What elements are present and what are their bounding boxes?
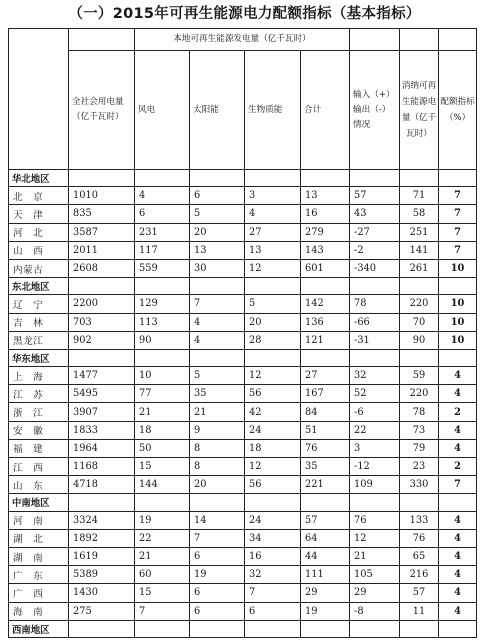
region-row [9, 349, 477, 366]
region-empty-cell [400, 170, 439, 187]
region-empty-cell [301, 278, 350, 295]
cell-wind: 129 [135, 295, 190, 313]
cell-sum: 143 [301, 241, 350, 259]
cell-wind: 231 [135, 223, 190, 241]
cell-wind: 21 [135, 403, 190, 421]
cell-io: -8 [350, 602, 400, 620]
region-empty-cell [301, 620, 350, 637]
cell-wind: 21 [135, 547, 190, 565]
header-total-use: 全社会用电量（亿千瓦时） [69, 51, 135, 170]
header-quota: 配额指标（%） [439, 51, 477, 170]
cell-bio: 24 [245, 421, 301, 439]
table-row [9, 511, 477, 529]
cell-sum: 44 [301, 547, 350, 565]
cell-cons: 141 [400, 241, 439, 259]
table-row [9, 476, 477, 494]
cell-sum: 111 [301, 566, 350, 584]
cell-quota: 10 [439, 313, 477, 331]
cell-solar: 4 [190, 313, 245, 331]
cell-sum: 76 [301, 439, 350, 457]
cell-wind: 7 [135, 602, 190, 620]
cell-bio: 12 [245, 458, 301, 476]
cell-io: -340 [350, 259, 400, 277]
region-empty-cell [69, 620, 135, 637]
cell-bio: 20 [245, 313, 301, 331]
table-row [9, 547, 477, 565]
cell-sum: 136 [301, 313, 350, 331]
table-row [9, 529, 477, 547]
cell-use: 3907 [69, 403, 135, 421]
header-wind: 风电 [135, 51, 190, 170]
region-label: 西南地区 [9, 620, 69, 637]
region-empty-cell [245, 349, 301, 366]
cell-io: 3 [350, 439, 400, 457]
header-local-generation: 本地可再生能源发电量（亿千瓦时） [135, 29, 350, 51]
province-name: 江 西 [9, 458, 69, 476]
cell-use: 1833 [69, 421, 135, 439]
cell-cons: 216 [400, 566, 439, 584]
province-name: 广 东 [9, 566, 69, 584]
cell-bio: 16 [245, 547, 301, 565]
province-name: 天 津 [9, 205, 69, 223]
cell-use: 275 [69, 602, 135, 620]
cell-wind: 144 [135, 476, 190, 494]
cell-use: 1892 [69, 529, 135, 547]
cell-sum: 84 [301, 403, 350, 421]
cell-cons: 220 [400, 295, 439, 313]
table-row [9, 439, 477, 457]
cell-use: 4718 [69, 476, 135, 494]
cell-sum: 51 [301, 421, 350, 439]
region-empty-cell [135, 620, 190, 637]
cell-quota: 7 [439, 205, 477, 223]
cell-solar: 19 [190, 566, 245, 584]
cell-sum: 221 [301, 476, 350, 494]
cell-cons: 70 [400, 313, 439, 331]
cell-wind: 22 [135, 529, 190, 547]
cell-quota: 7 [439, 476, 477, 494]
cell-bio: 34 [245, 529, 301, 547]
cell-solar: 9 [190, 421, 245, 439]
cell-wind: 117 [135, 241, 190, 259]
region-empty-cell [69, 170, 135, 187]
cell-use: 1477 [69, 367, 135, 385]
cell-io: 12 [350, 529, 400, 547]
cell-bio: 56 [245, 476, 301, 494]
region-empty-cell [245, 620, 301, 637]
cell-bio: 24 [245, 511, 301, 529]
cell-cons: 71 [400, 187, 439, 205]
cell-cons: 251 [400, 223, 439, 241]
cell-sum: 13 [301, 187, 350, 205]
province-name: 山 东 [9, 476, 69, 494]
cell-solar: 20 [190, 223, 245, 241]
header-biomass: 生物质能 [245, 51, 301, 170]
cell-io: -2 [350, 241, 400, 259]
province-name: 黑龙江 [9, 331, 69, 349]
cell-quota: 4 [439, 584, 477, 602]
cell-wind: 19 [135, 511, 190, 529]
cell-quota: 4 [439, 529, 477, 547]
cell-solar: 6 [190, 547, 245, 565]
cell-wind: 77 [135, 385, 190, 403]
cell-quota: 7 [439, 187, 477, 205]
province-name: 福 建 [9, 439, 69, 457]
province-name: 河 北 [9, 223, 69, 241]
table-row [9, 313, 477, 331]
province-name: 内蒙古 [9, 259, 69, 277]
cell-io: -12 [350, 458, 400, 476]
cell-quota: 4 [439, 511, 477, 529]
region-empty-cell [350, 278, 400, 295]
cell-cons: 59 [400, 367, 439, 385]
cell-io: 22 [350, 421, 400, 439]
table-row [9, 584, 477, 602]
cell-solar: 4 [190, 331, 245, 349]
cell-use: 1430 [69, 584, 135, 602]
cell-quota: 10 [439, 259, 477, 277]
region-empty-cell [350, 620, 400, 637]
cell-quota: 4 [439, 385, 477, 403]
province-name: 浙 江 [9, 403, 69, 421]
cell-quota: 4 [439, 367, 477, 385]
cell-solar: 14 [190, 511, 245, 529]
cell-bio: 4 [245, 205, 301, 223]
region-label: 东北地区 [9, 278, 69, 295]
cell-use: 1010 [69, 187, 135, 205]
header-spacer-cell [439, 29, 477, 51]
cell-solar: 7 [190, 529, 245, 547]
table-row [9, 385, 477, 403]
page-title: （一）2015年可再生能源电力配额指标（基本指标） [68, 6, 421, 22]
province-name: 吉 林 [9, 313, 69, 331]
region-label: 华东地区 [9, 349, 69, 366]
cell-solar: 13 [190, 241, 245, 259]
cell-cons: 261 [400, 259, 439, 277]
table-body [9, 170, 477, 638]
cell-solar: 8 [190, 439, 245, 457]
cell-quota: 2 [439, 458, 477, 476]
header-row-group [9, 29, 477, 51]
table-row [9, 421, 477, 439]
cell-wind: 113 [135, 313, 190, 331]
province-name: 安 徽 [9, 421, 69, 439]
cell-io: 29 [350, 584, 400, 602]
cell-sum: 121 [301, 331, 350, 349]
cell-solar: 5 [190, 367, 245, 385]
header-solar: 太阳能 [190, 51, 245, 170]
cell-wind: 90 [135, 331, 190, 349]
province-name: 湖 北 [9, 529, 69, 547]
region-empty-cell [439, 170, 477, 187]
province-name: 山 西 [9, 241, 69, 259]
cell-solar: 35 [190, 385, 245, 403]
cell-sum: 19 [301, 602, 350, 620]
province-name: 广 西 [9, 584, 69, 602]
header-blank-cell [9, 29, 69, 170]
cell-cons: 57 [400, 584, 439, 602]
table-row [9, 259, 477, 277]
header-sum: 合计 [301, 51, 350, 170]
cell-io: 57 [350, 187, 400, 205]
region-empty-cell [350, 494, 400, 511]
cell-sum: 279 [301, 223, 350, 241]
region-empty-cell [350, 349, 400, 366]
province-name: 海 南 [9, 602, 69, 620]
cell-bio: 56 [245, 385, 301, 403]
cell-io: 78 [350, 295, 400, 313]
header-spacer-cell [400, 29, 439, 51]
cell-quota: 7 [439, 223, 477, 241]
region-empty-cell [69, 494, 135, 511]
province-name: 江 苏 [9, 385, 69, 403]
province-name: 河 南 [9, 511, 69, 529]
region-empty-cell [301, 170, 350, 187]
province-name: 北 京 [9, 187, 69, 205]
header-transfer: 输入（+）输出（-）情况 [350, 51, 400, 170]
cell-solar: 7 [190, 295, 245, 313]
cell-cons: 11 [400, 602, 439, 620]
cell-bio: 18 [245, 439, 301, 457]
cell-quota: 2 [439, 403, 477, 421]
cell-wind: 10 [135, 367, 190, 385]
region-empty-cell [301, 349, 350, 366]
cell-io: -31 [350, 331, 400, 349]
cell-cons: 78 [400, 403, 439, 421]
region-empty-cell [301, 494, 350, 511]
cell-use: 2608 [69, 259, 135, 277]
cell-io: 52 [350, 385, 400, 403]
cell-wind: 559 [135, 259, 190, 277]
cell-wind: 18 [135, 421, 190, 439]
cell-sum: 57 [301, 511, 350, 529]
cell-bio: 32 [245, 566, 301, 584]
cell-cons: 76 [400, 529, 439, 547]
province-name: 上 海 [9, 367, 69, 385]
cell-use: 5495 [69, 385, 135, 403]
region-empty-cell [439, 349, 477, 366]
table-row [9, 187, 477, 205]
cell-solar: 30 [190, 259, 245, 277]
cell-sum: 27 [301, 367, 350, 385]
cell-cons: 65 [400, 547, 439, 565]
cell-quota: 4 [439, 439, 477, 457]
cell-solar: 6 [190, 584, 245, 602]
cell-sum: 29 [301, 584, 350, 602]
cell-quota: 7 [439, 241, 477, 259]
cell-io: -66 [350, 313, 400, 331]
region-empty-cell [245, 494, 301, 511]
cell-bio: 28 [245, 331, 301, 349]
cell-sum: 167 [301, 385, 350, 403]
cell-bio: 12 [245, 367, 301, 385]
region-empty-cell [190, 620, 245, 637]
region-label: 中南地区 [9, 494, 69, 511]
region-empty-cell [190, 278, 245, 295]
cell-solar: 6 [190, 602, 245, 620]
cell-bio: 7 [245, 584, 301, 602]
cell-solar: 8 [190, 458, 245, 476]
cell-solar: 5 [190, 205, 245, 223]
cell-use: 1168 [69, 458, 135, 476]
cell-cons: 79 [400, 439, 439, 457]
cell-io: 109 [350, 476, 400, 494]
table-row [9, 241, 477, 259]
cell-bio: 3 [245, 187, 301, 205]
cell-wind: 6 [135, 205, 190, 223]
cell-use: 2200 [69, 295, 135, 313]
region-empty-cell [135, 170, 190, 187]
cell-bio: 12 [245, 259, 301, 277]
cell-io: 43 [350, 205, 400, 223]
cell-sum: 35 [301, 458, 350, 476]
cell-solar: 20 [190, 476, 245, 494]
province-name: 辽 宁 [9, 295, 69, 313]
cell-use: 835 [69, 205, 135, 223]
region-empty-cell [350, 170, 400, 187]
region-empty-cell [69, 278, 135, 295]
region-empty-cell [400, 349, 439, 366]
cell-cons: 133 [400, 511, 439, 529]
cell-bio: 6 [245, 602, 301, 620]
cell-use: 3587 [69, 223, 135, 241]
cell-sum: 64 [301, 529, 350, 547]
region-empty-cell [135, 278, 190, 295]
cell-wind: 60 [135, 566, 190, 584]
region-empty-cell [245, 170, 301, 187]
cell-use: 703 [69, 313, 135, 331]
cell-bio: 42 [245, 403, 301, 421]
cell-quota: 10 [439, 295, 477, 313]
region-empty-cell [439, 620, 477, 637]
cell-cons: 58 [400, 205, 439, 223]
region-row [9, 620, 477, 637]
region-row [9, 278, 477, 295]
cell-io: 32 [350, 367, 400, 385]
province-name: 湖 南 [9, 547, 69, 565]
cell-quota: 4 [439, 602, 477, 620]
table-row [9, 331, 477, 349]
cell-sum: 16 [301, 205, 350, 223]
region-empty-cell [400, 494, 439, 511]
cell-io: 105 [350, 566, 400, 584]
table-row [9, 602, 477, 620]
header-consume: 消纳可再生能源电量（亿千瓦时） [400, 51, 439, 170]
cell-solar: 21 [190, 403, 245, 421]
cell-wind: 15 [135, 584, 190, 602]
cell-bio: 13 [245, 241, 301, 259]
cell-quota: 4 [439, 421, 477, 439]
header-row-columns [9, 51, 477, 170]
quota-table [8, 28, 477, 638]
region-empty-cell [190, 494, 245, 511]
region-row [9, 170, 477, 187]
cell-io: 21 [350, 547, 400, 565]
cell-quota: 4 [439, 566, 477, 584]
cell-io: -6 [350, 403, 400, 421]
cell-io: -27 [350, 223, 400, 241]
cell-solar: 6 [190, 187, 245, 205]
cell-use: 3324 [69, 511, 135, 529]
table-row [9, 205, 477, 223]
cell-wind: 4 [135, 187, 190, 205]
region-empty-cell [439, 278, 477, 295]
cell-cons: 220 [400, 385, 439, 403]
region-empty-cell [190, 349, 245, 366]
cell-cons: 330 [400, 476, 439, 494]
table-row [9, 458, 477, 476]
cell-use: 1619 [69, 547, 135, 565]
region-label: 华北地区 [9, 170, 69, 187]
region-row [9, 494, 477, 511]
region-empty-cell [135, 494, 190, 511]
cell-cons: 73 [400, 421, 439, 439]
table-row [9, 223, 477, 241]
region-empty-cell [69, 349, 135, 366]
cell-quota: 10 [439, 331, 477, 349]
cell-quota: 4 [439, 547, 477, 565]
region-empty-cell [190, 170, 245, 187]
region-empty-cell [439, 494, 477, 511]
region-empty-cell [400, 620, 439, 637]
table-row [9, 367, 477, 385]
cell-sum: 142 [301, 295, 350, 313]
cell-io: 76 [350, 511, 400, 529]
cell-use: 5389 [69, 566, 135, 584]
cell-cons: 90 [400, 331, 439, 349]
cell-use: 2011 [69, 241, 135, 259]
cell-sum: 601 [301, 259, 350, 277]
cell-use: 1964 [69, 439, 135, 457]
cell-bio: 5 [245, 295, 301, 313]
region-empty-cell [135, 349, 190, 366]
table-row [9, 295, 477, 313]
cell-cons: 23 [400, 458, 439, 476]
cell-wind: 50 [135, 439, 190, 457]
header-spacer-cell [350, 29, 400, 51]
header-spacer-cell [69, 29, 135, 51]
region-empty-cell [245, 278, 301, 295]
region-empty-cell [400, 278, 439, 295]
table-row [9, 566, 477, 584]
table-row [9, 403, 477, 421]
cell-use: 902 [69, 331, 135, 349]
cell-wind: 15 [135, 458, 190, 476]
cell-bio: 27 [245, 223, 301, 241]
